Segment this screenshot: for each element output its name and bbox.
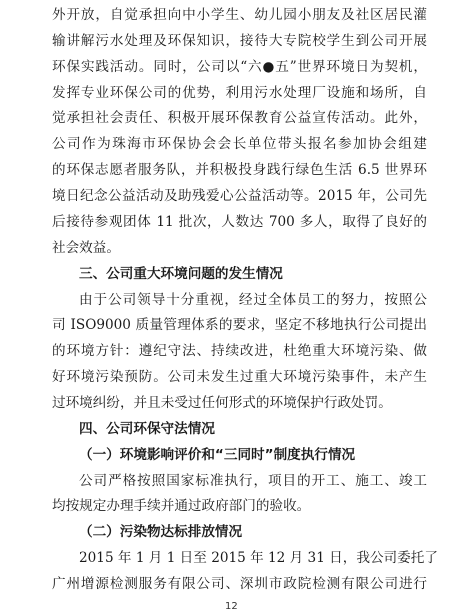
paragraph-line: 好环境污染预防。公司未发生过重大环境污染事件，未产生 <box>52 369 427 385</box>
paragraph-line: 司 ISO9000 质量管理体系的要求，坚定不移地执行公司提出 <box>52 317 427 333</box>
paragraph-line: 环保实践活动。同时，公司以“六●五”世界环境日为契机， <box>52 59 427 75</box>
paragraph-line: 境日纪念公益活动及助残爱心公益活动等。2015 年，公司先 <box>52 188 427 204</box>
paragraph-line: 过环境纠纷，并且未受过任何形式的环境保护行政处罚。 <box>52 395 392 411</box>
paragraph-line: 公司作为珠海市环保协会会长单位带头报名参加协会组建 <box>52 136 427 152</box>
paragraph-line: 觉承担社会责任、积极开展环保教育公益宣传活动。此外， <box>52 110 427 126</box>
paragraph-line: 外开放，自觉承担向中小学生、幼儿园小朋友及社区居民灌 <box>52 7 427 23</box>
subsection-heading: （二）污染物达标排放情况 <box>79 524 243 540</box>
subsection-heading: （一）环境影响评价和“三同时”制度执行情况 <box>79 447 356 463</box>
page-number: 12 <box>225 601 238 612</box>
paragraph-line: 的环保志愿者服务队，并积极投身践行绿色生活 6.5 世界环 <box>52 162 427 178</box>
paragraph-line: 发挥专业环保公司的优势，利用污水处理厂设施和场所，自 <box>52 85 427 101</box>
paragraph-line: 输讲解污水处理及环保知识，接待大专院校学生到公司开展 <box>52 33 427 49</box>
section-heading: 四、公司环保守法情况 <box>79 421 215 437</box>
paragraph-line: 公司严格按照国家标准执行，项目的开工、施工、竣工 <box>79 473 427 489</box>
paragraph-line: 2015 年 1 月 1 日至 2015 年 12 月 31 日，我公司委托了 <box>79 550 438 566</box>
paragraph-line: 后接待参观团体 11 批次，人数达 700 多人，取得了良好的 <box>52 214 427 230</box>
paragraph-line: 均按规定办理手续并通过政府部门的验收。 <box>52 498 311 514</box>
paragraph-line: 由于公司领导十分重视，经过全体员工的努力，按照公 <box>79 292 427 308</box>
section-heading: 三、公司重大环境问题的发生情况 <box>79 266 283 282</box>
paragraph-line: 的环境方针：遵纪守法、持续改进，杜绝重大环境污染、做 <box>52 343 427 359</box>
paragraph-line: 社会效益。 <box>52 240 120 256</box>
paragraph-line: 广州增源检测服务有限公司、深圳市政院检测有限公司进行 <box>52 576 427 592</box>
